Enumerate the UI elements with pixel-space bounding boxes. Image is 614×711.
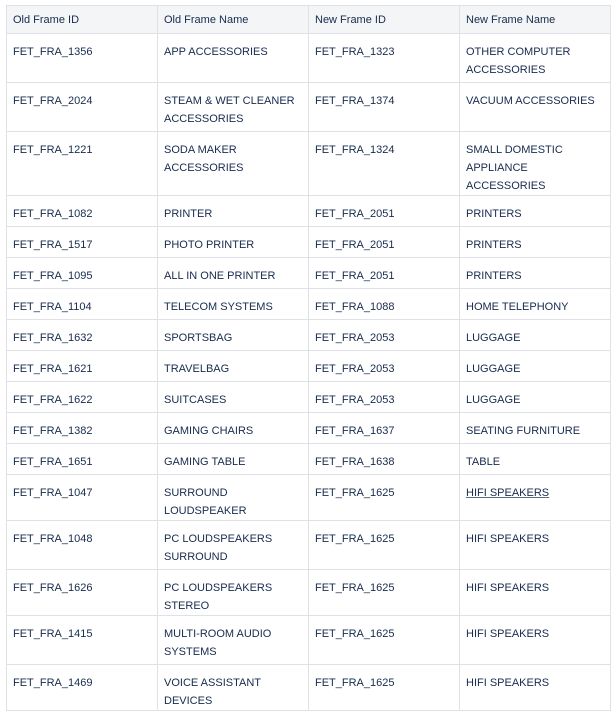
cell-old-frame-id: FET_FRA_1048 — [7, 521, 158, 570]
cell-old-frame-name: GAMING CHAIRS — [158, 413, 309, 444]
cell-old-frame-id: FET_FRA_1621 — [7, 351, 158, 382]
cell-new-frame-id: FET_FRA_1625 — [309, 521, 460, 570]
cell-old-frame-id: FET_FRA_1082 — [7, 196, 158, 227]
cell-new-frame-name: HIFI SPEAKERS — [460, 475, 611, 521]
table-row — [7, 34, 611, 83]
cell-new-frame-name: SEATING FURNITURE — [460, 413, 611, 444]
table-row — [7, 258, 611, 289]
cell-old-frame-name: APP ACCESSORIES — [158, 34, 309, 83]
table-row — [7, 475, 611, 521]
header-old-frame-name: Old Frame Name — [158, 6, 309, 34]
cell-old-frame-name: SPORTSBAG — [158, 320, 309, 351]
cell-new-frame-id: FET_FRA_2053 — [309, 351, 460, 382]
header-old-frame-id: Old Frame ID — [7, 6, 158, 34]
cell-old-frame-name: STEAM & WET CLEANER ACCESSORIES — [158, 83, 309, 132]
cell-new-frame-name: VACUUM ACCESSORIES — [460, 83, 611, 132]
cell-old-frame-id: FET_FRA_1382 — [7, 413, 158, 444]
cell-old-frame-id: FET_FRA_1622 — [7, 382, 158, 413]
cell-new-frame-id: FET_FRA_1625 — [309, 665, 460, 711]
cell-old-frame-name: VOICE ASSISTANT DEVICES — [158, 665, 309, 711]
table-row — [7, 196, 611, 227]
table-row — [7, 289, 611, 320]
cell-new-frame-name: LUGGAGE — [460, 351, 611, 382]
cell-new-frame-name: PRINTERS — [460, 258, 611, 289]
cell-old-frame-id: FET_FRA_1047 — [7, 475, 158, 521]
cell-new-frame-id: FET_FRA_1638 — [309, 444, 460, 475]
cell-old-frame-id: FET_FRA_2024 — [7, 83, 158, 132]
cell-old-frame-id: FET_FRA_1517 — [7, 227, 158, 258]
cell-new-frame-name: PRINTERS — [460, 196, 611, 227]
cell-new-frame-id: FET_FRA_2051 — [309, 258, 460, 289]
cell-old-frame-name: PC LOUDSPEAKERS SURROUND — [158, 521, 309, 570]
table-row — [7, 521, 611, 570]
table-row — [7, 616, 611, 665]
table-row — [7, 570, 611, 616]
cell-old-frame-id: FET_FRA_1095 — [7, 258, 158, 289]
cell-new-frame-name: HOME TELEPHONY — [460, 289, 611, 320]
table-row — [7, 320, 611, 351]
cell-old-frame-id: FET_FRA_1626 — [7, 570, 158, 616]
cell-new-frame-name: HIFI SPEAKERS — [460, 616, 611, 665]
cell-new-frame-id: FET_FRA_1374 — [309, 83, 460, 132]
cell-new-frame-id: FET_FRA_2051 — [309, 227, 460, 258]
cell-old-frame-name: SUITCASES — [158, 382, 309, 413]
cell-new-frame-id: FET_FRA_2053 — [309, 320, 460, 351]
cell-new-frame-name: LUGGAGE — [460, 320, 611, 351]
cell-old-frame-name: GAMING TABLE — [158, 444, 309, 475]
cell-old-frame-id: FET_FRA_1104 — [7, 289, 158, 320]
cell-old-frame-name: ALL IN ONE PRINTER — [158, 258, 309, 289]
cell-new-frame-id: FET_FRA_2051 — [309, 196, 460, 227]
table-row — [7, 665, 611, 711]
table-row — [7, 132, 611, 196]
cell-old-frame-name: PRINTER — [158, 196, 309, 227]
cell-old-frame-id: FET_FRA_1356 — [7, 34, 158, 83]
cell-new-frame-id: FET_FRA_1324 — [309, 132, 460, 196]
cell-old-frame-id: FET_FRA_1221 — [7, 132, 158, 196]
cell-old-frame-name: PHOTO PRINTER — [158, 227, 309, 258]
cell-new-frame-name: SMALL DOMESTIC APPLIANCE ACCESSORIES — [460, 132, 611, 196]
header-new-frame-name: New Frame Name — [460, 6, 611, 34]
table-row — [7, 413, 611, 444]
cell-new-frame-name: LUGGAGE — [460, 382, 611, 413]
cell-old-frame-name: PC LOUDSPEAKERS STEREO — [158, 570, 309, 616]
cell-old-frame-id: FET_FRA_1651 — [7, 444, 158, 475]
cell-old-frame-name: TELECOM SYSTEMS — [158, 289, 309, 320]
cell-new-frame-id: FET_FRA_1625 — [309, 475, 460, 521]
cell-old-frame-name: TRAVELBAG — [158, 351, 309, 382]
cell-new-frame-id: FET_FRA_1625 — [309, 616, 460, 665]
cell-new-frame-id: FET_FRA_1637 — [309, 413, 460, 444]
frame-mapping-table-wrapper — [6, 5, 610, 711]
cell-new-frame-name: HIFI SPEAKERS — [460, 521, 611, 570]
cell-old-frame-id: FET_FRA_1632 — [7, 320, 158, 351]
cell-new-frame-id: FET_FRA_1088 — [309, 289, 460, 320]
cell-old-frame-id: FET_FRA_1469 — [7, 665, 158, 711]
table-row — [7, 444, 611, 475]
cell-old-frame-name: SURROUND LOUDSPEAKER — [158, 475, 309, 521]
table-header-row — [7, 6, 611, 34]
header-new-frame-id: New Frame ID — [309, 6, 460, 34]
cell-old-frame-id: FET_FRA_1415 — [7, 616, 158, 665]
cell-old-frame-name: MULTI-ROOM AUDIO SYSTEMS — [158, 616, 309, 665]
cell-new-frame-name: TABLE — [460, 444, 611, 475]
cell-new-frame-id: FET_FRA_1625 — [309, 570, 460, 616]
cell-old-frame-name: SODA MAKER ACCESSORIES — [158, 132, 309, 196]
cell-new-frame-id: FET_FRA_2053 — [309, 382, 460, 413]
cell-new-frame-name: PRINTERS — [460, 227, 611, 258]
cell-new-frame-name: HIFI SPEAKERS — [460, 665, 611, 711]
cell-new-frame-id: FET_FRA_1323 — [309, 34, 460, 83]
table-row — [7, 227, 611, 258]
frame-mapping-table — [6, 5, 611, 711]
table-row — [7, 351, 611, 382]
cell-new-frame-name: HIFI SPEAKERS — [460, 570, 611, 616]
table-row — [7, 83, 611, 132]
cell-new-frame-name: OTHER COMPUTER ACCESSORIES — [460, 34, 611, 83]
table-row — [7, 382, 611, 413]
